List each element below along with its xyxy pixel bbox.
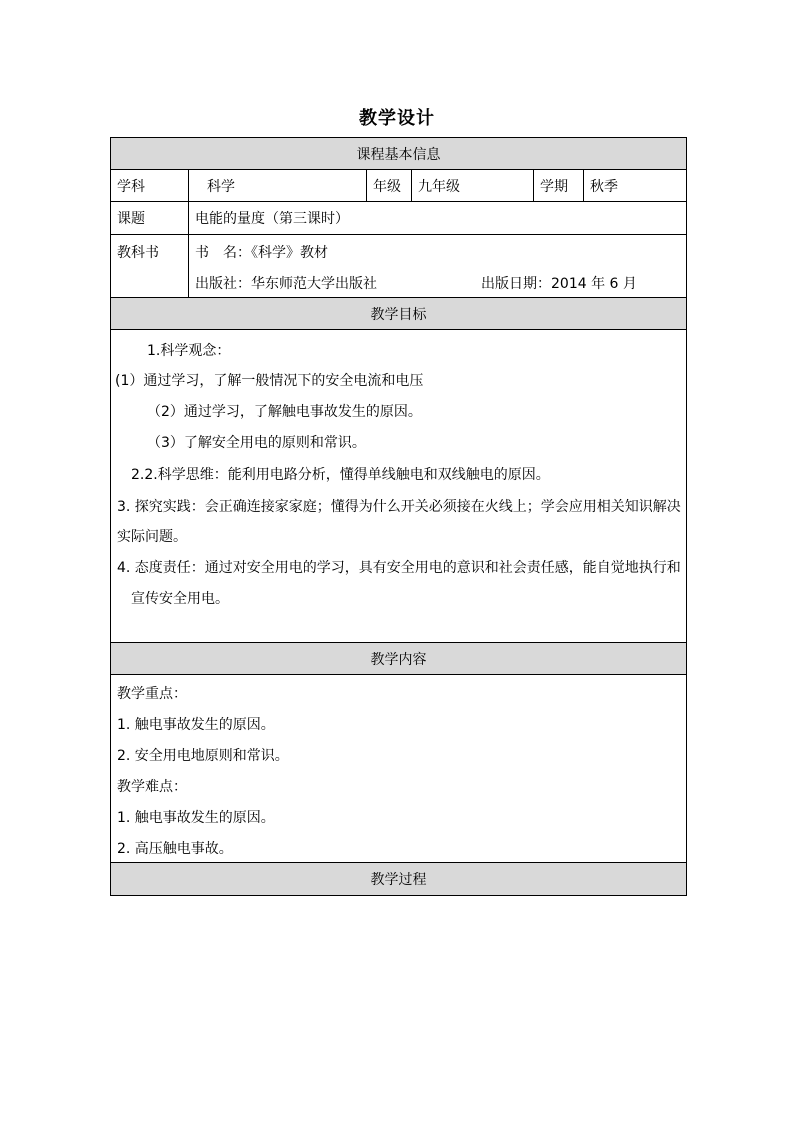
content-body [111, 675, 686, 863]
publisher: 出版社：华东师范大学出版社 [195, 276, 377, 292]
basic-info-header-text: 课程基本信息 [356, 146, 441, 163]
objective-line: （3）了解安全用电的原则和常识。 [147, 435, 366, 451]
objectives-header-text: 教学目标 [370, 306, 427, 323]
subject-label: 学科 [111, 170, 189, 201]
term-value: 秋季 [590, 178, 618, 195]
content-line: 教学重点： [117, 686, 187, 702]
content-line: 2. 安全用电地原则和常识。 [117, 748, 289, 764]
subject-value: 科学 [189, 170, 367, 201]
objective-line: 1.科学观念： [147, 343, 231, 359]
book-name: 书 名：《科学》教材 [195, 245, 328, 261]
topic-label: 课题 [111, 202, 189, 234]
objective-line: 宣传安全用电。 [131, 591, 229, 607]
objective-line: 3. 探究实践：会正确连接家家庭；懂得为什么开关必须接在火线上；学会应用相关知识解决 [117, 499, 681, 515]
objective-line: 实际问题。 [117, 529, 187, 545]
textbook-label: 教科书 [111, 235, 189, 297]
textbook-details [189, 235, 686, 297]
topic-value: 电能的量度（第三课时） [195, 211, 349, 227]
objectives-body [111, 330, 686, 643]
content-line: 1. 触电事故发生的原因。 [117, 717, 275, 733]
content-line: 2. 高压触电事故。 [117, 841, 233, 857]
objective-line: 2.2.科学思维：能利用电路分析，懂得单线触电和双线触电的原因。 [131, 467, 550, 483]
grade-label: 年级 [367, 170, 412, 201]
basic-info-header [111, 138, 686, 170]
content-line: 教学难点： [117, 779, 187, 795]
objective-line: （2）通过学习，了解触电事故发生的原因。 [147, 404, 422, 420]
topic-row [111, 202, 686, 235]
subject-row [111, 170, 686, 202]
objective-line: (1）通过学习，了解一般情况下的安全电流和电压 [115, 373, 424, 389]
content-header [111, 643, 686, 675]
publish-date: 出版日期：2014 年 6 月 [481, 276, 637, 292]
content-line: 1. 触电事故发生的原因。 [117, 810, 275, 826]
term-label: 学期 [534, 170, 584, 201]
grade-value: 九年级 [412, 170, 534, 201]
document-title: 教学设计 [359, 108, 435, 129]
textbook-row [111, 235, 686, 298]
process-header-text: 教学过程 [370, 872, 427, 888]
process-header [111, 863, 686, 895]
objective-line: 4. 态度责任：通过对安全用电的学习，具有安全用电的意识和社会责任感，能自觉地执行和 [117, 560, 681, 576]
objectives-header [111, 298, 686, 330]
lesson-plan-table [110, 137, 687, 896]
content-header-text: 教学内容 [370, 651, 427, 668]
